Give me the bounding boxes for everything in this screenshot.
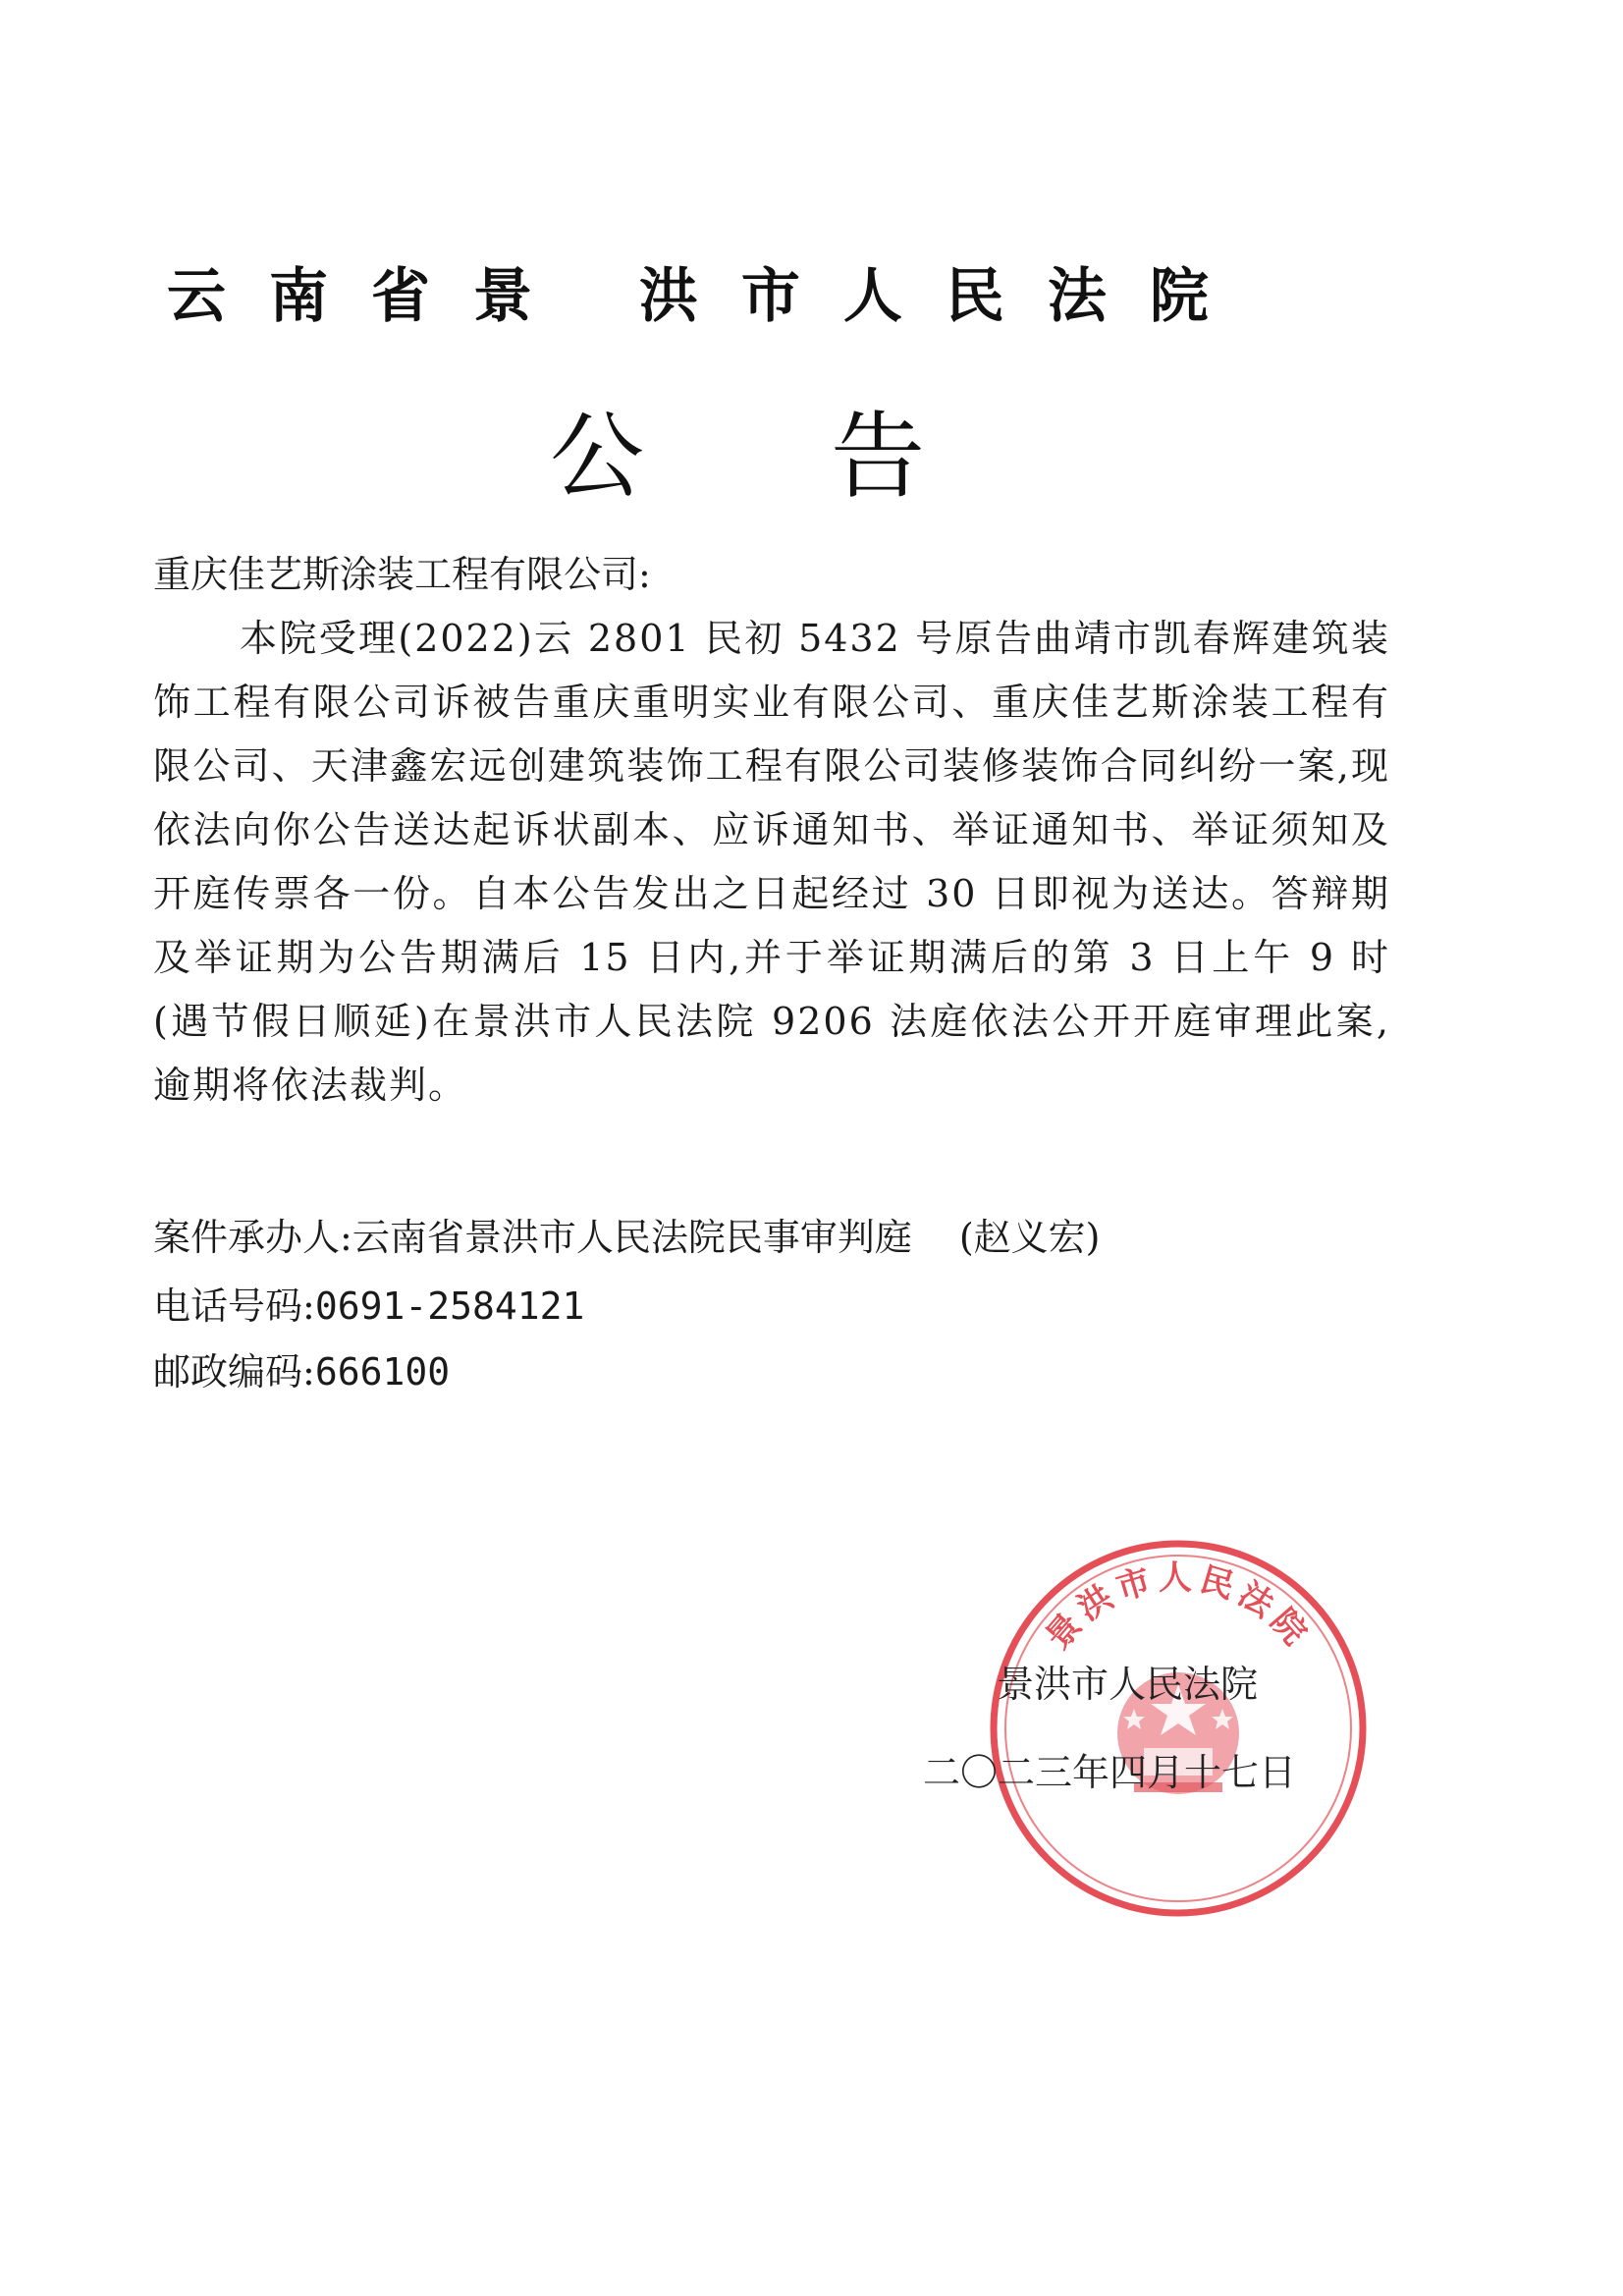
handler-name: (赵义宏) (958, 1216, 1101, 1259)
signature-date: 二〇二三年四月十七日 (923, 1751, 1297, 1794)
seal-arc-text: 景洪市人民法院 (1038, 1558, 1319, 1658)
signature-court: 景洪市人民法院 (997, 1663, 1259, 1706)
document-title: 公告 (550, 402, 1111, 512)
court-seal (987, 1537, 1370, 1920)
postal-line (153, 1347, 450, 1396)
addressee: 重庆佳艺斯涂装工程有限公司: (153, 553, 651, 596)
postal-label: 邮政编码: (153, 1350, 315, 1394)
phone-label: 电话号码: (153, 1285, 315, 1328)
court-name: 云南省景 洪市人民法院 (167, 262, 1252, 331)
phone-number: 0691-2584121 (314, 1285, 585, 1328)
notice-body: 本院受理(2022)云 2801 民初 5432 号原告曲靖市凯春辉建筑装饰工程有限公司诉被告重庆重明实业有限公司、重庆佳艺斯涂装工程有限公司、天津鑫宏远创建筑装饰工程有限公司装修装饰合同纠纷一案,现依法向你公告送达起诉状副本、应诉通知书、举证通知书、举证须知及开庭传票各一份。自本公告发出之日起经过 30 日即视为送达。答辩期及举证期为公告期满后 15 日内,并于举证期满后的第 3 日上午 9 时 (遇节假日顺延)在景洪市人民法院 9206 法庭依法公开开庭审理此案,逾期将依法裁判。 (153, 617, 1390, 1107)
handler-dept: 云南省景洪市人民法院民事审判庭 (352, 1216, 912, 1259)
handler-label: 案件承办人: (153, 1216, 352, 1259)
phone-line (153, 1282, 584, 1331)
postal-code: 666100 (314, 1350, 451, 1394)
handler-line (153, 1213, 1100, 1262)
